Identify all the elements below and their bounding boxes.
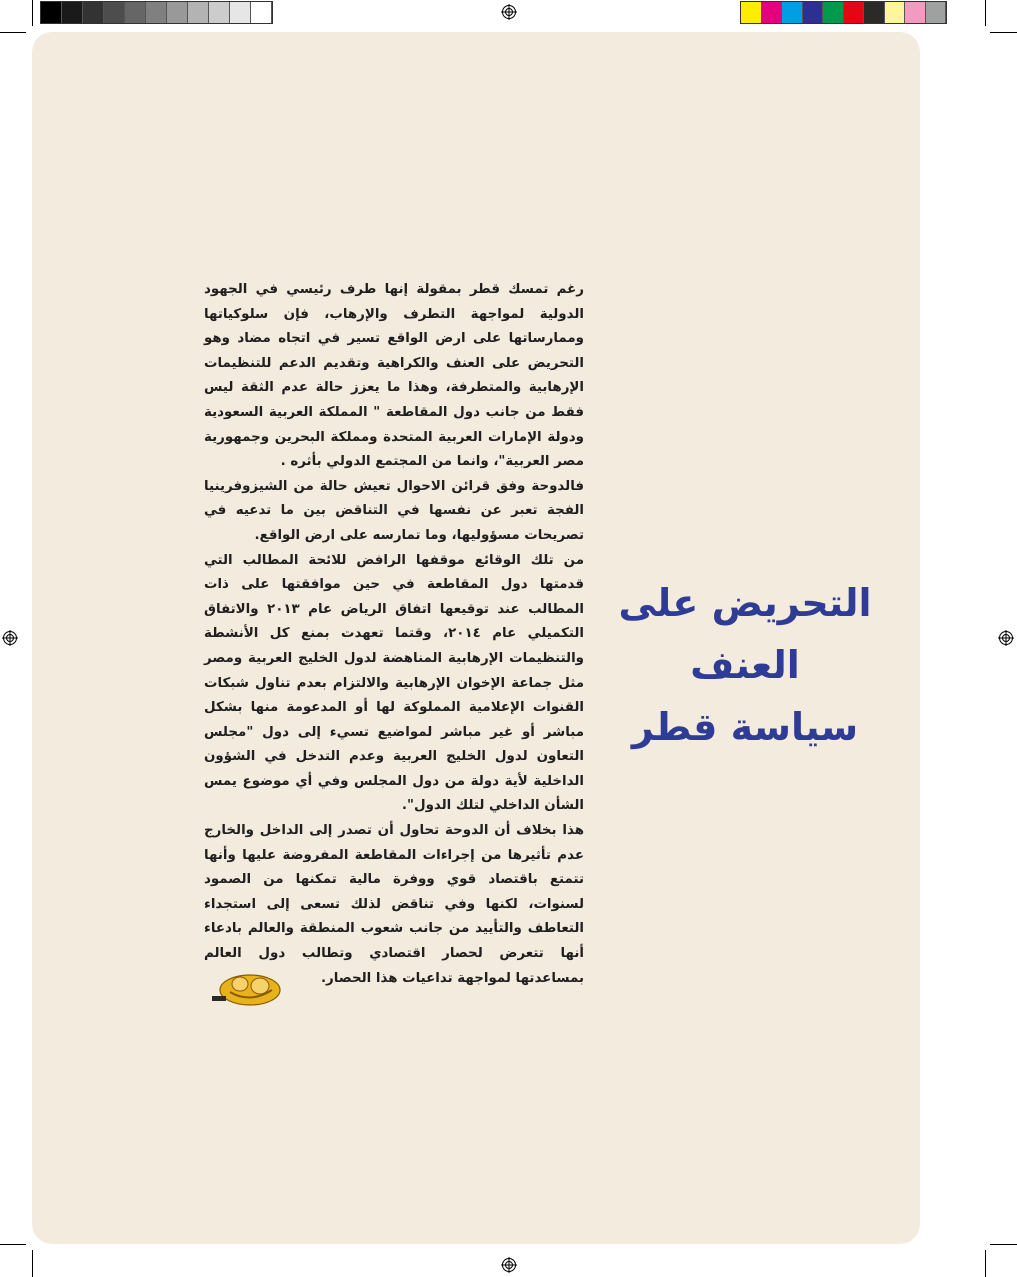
- gray-swatch: [230, 2, 251, 23]
- color-swatch: [905, 2, 926, 23]
- grayscale-color-bar: [40, 1, 273, 24]
- article-paragraph-2: فالدوحة وفق قرائن الاحوال تعيش حالة من الشيزوفرينيا الفجة تعبر عن نفسها في التناقض بين ما تدعيه في تصريحات مسؤوليها، وما تمارسه على ارض الواقع.: [204, 478, 584, 543]
- title-line-1: التحريض على العنف: [618, 581, 872, 687]
- gray-swatch: [188, 2, 209, 23]
- cmyk-color-bar: [740, 1, 947, 24]
- article-paragraph-3: من تلك الوقائع موقفها الرافض للائحة المطالب التي قدمتها دول المقاطعة في حين موافقتها على ذات المطالب عند توقيعها اتفاق الرياض عام ٢٠١٣ والاتفاق التكميلي عام ٢٠١٤، وقتما تعهدت بمنع كل الأنشطة والتنظيمات الإرهابية المناهضة لدول الخليج العربية ومصر مثل جماعة الإخوان الإرهابية والالتزام بعدم تناول شبكات القنوات الإعلامية المملوكة لها أو المدعومة منها بشكل مباشر أو غير مباشر لمواضيع تسيء إلى دول "مجلس التعاون لدول الخليج العربية وعدم التدخل في الشؤون الداخلية لأية دولة من دول المجلس وفي أي موضوع يمس الشأن الداخلي لتلك الدول".: [204, 552, 584, 814]
- color-swatch: [823, 2, 844, 23]
- crop-mark-top-left-h: [0, 32, 26, 33]
- color-swatch: [844, 2, 865, 23]
- color-swatch: [926, 2, 947, 23]
- crop-mark-top-right-v: [985, 0, 986, 26]
- gray-swatch: [83, 2, 104, 23]
- crop-mark-top-right-h: [990, 32, 1017, 33]
- registration-mark-top-icon: [501, 4, 517, 20]
- gray-swatch: [62, 2, 83, 23]
- article-paragraph-1: رغم تمسك قطر بمقولة إنها طرف رئيسي في الجهود الدولية لمواجهة التطرف والإرهاب، فإن سلوكياتها وممارساتها على ارض الواقع تسير في اتجاه مضاد وهو التحريض على العنف والكراهية وتقديم الدعم للتنظيمات الإرهابية والمتطرفة، وهذا ما يعزز حالة عدم الثقة ليس فقط من جانب دول المقاطعة " المملكة العربية السعودية ودولة الإمارات العربية المتحدة ومملكة البحرين وجمهورية مصر العربية"، وانما من المجتمع الدولي بأثره .: [204, 282, 584, 470]
- gray-swatch: [146, 2, 167, 23]
- gray-swatch: [209, 2, 230, 23]
- color-swatch: [782, 2, 803, 23]
- gray-swatch: [41, 2, 62, 23]
- registration-mark-right-icon: [998, 630, 1014, 646]
- crop-mark-bottom-right-h: [990, 1244, 1017, 1245]
- color-swatch: [885, 2, 906, 23]
- article-paragraph-4: هذا بخلاف أن الدوحة تحاول أن تصدر إلى الداخل والخارج عدم تأثيرها من إجراءات المقاطعة المفروضة عليها وأنها تتمتع باقتصاد قوي ووفرة مالية تمكنها من الصمود لسنوات، لكنها وفي تناقض لذلك تسعى إلى استجداء التعاطف والتأييد من جانب شعوب المنطقة والعالم بادعاء أنها تتعرض لحصار اقتصادي وتطالب دول العالم بمساعدتها لمواجهة تداعيات هذا الحصار.: [204, 823, 584, 986]
- gray-swatch: [104, 2, 125, 23]
- article-body: [204, 278, 584, 991]
- gray-swatch: [125, 2, 146, 23]
- magazine-logo-icon: [210, 968, 282, 1008]
- color-swatch: [741, 2, 762, 23]
- color-swatch: [864, 2, 885, 23]
- registration-mark-left-icon: [2, 630, 18, 646]
- crop-mark-bottom-left-h: [0, 1244, 26, 1245]
- color-swatch: [803, 2, 824, 23]
- crop-mark-bottom-left-v: [32, 1250, 33, 1277]
- gray-swatch: [167, 2, 188, 23]
- crop-mark-bottom-right-v: [985, 1250, 986, 1277]
- registration-mark-bottom-icon: [501, 1257, 517, 1273]
- crop-mark-top-left-v: [32, 0, 33, 26]
- gray-swatch: [251, 2, 272, 23]
- article-title: [600, 572, 890, 758]
- title-line-2: سياسة قطر: [631, 705, 859, 749]
- color-swatch: [762, 2, 783, 23]
